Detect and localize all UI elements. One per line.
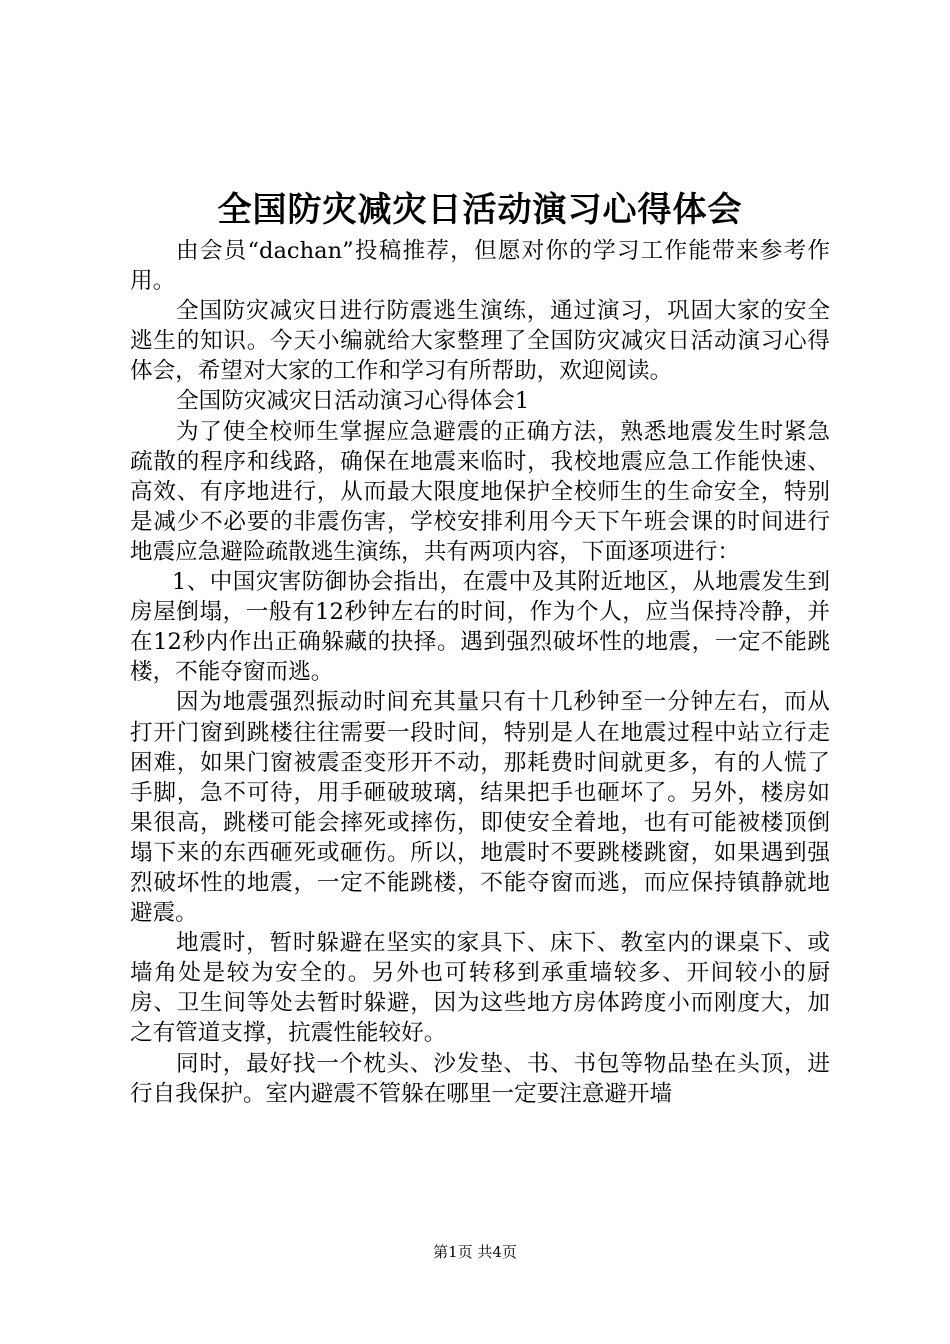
document-title: 全国防灾减灾日活动演习心得体会: [217, 190, 743, 230]
paragraph-item-1: 1、中国灾害防御协会指出，在震中及其附近地区，从地震发生到房屋倒塌，一般有12秒钟左右的时间，作为个人，应当保持冷静，并在12秒内作出正确躲藏的抉择。遇到强烈破坏性的地震，一定不能跳楼，不能夺窗而逃。: [130, 569, 830, 686]
page-footer: 第1页 共4页: [433, 1243, 517, 1261]
paragraph-purpose: 为了使全校师生掌握应急避震的正确方法，熟悉地震发生时紧急疏散的程序和线路，确保在地震来临时，我校地震应急工作能快速、高效、有序地进行，从而最大限度地保护全校师生的生命安全，特别是减少不必要的非震伤害，学校安排利用今天下午班会课的时间进行地震应急避险疏散逃生演练，共有两项内容，下面逐项进行：: [130, 418, 830, 565]
paragraph-intro: 由会员“dachan”投稿推荐，但愿对你的学习工作能带来参考作用。: [130, 238, 830, 295]
document-page: [130, 0, 830, 1344]
paragraph-protection: 同时，最好找一个枕头、沙发垫、书、书包等物品垫在头顶，进行自我保护。室内避震不管躲在哪里一定要注意避开墙: [130, 1050, 830, 1107]
paragraph-summary: 全国防灾减灾日进行防震逃生演练，通过演习，巩固大家的安全逃生的知识。今天小编就给大家整理了全国防灾减灾日活动演习心得体会，希望对大家的工作和学习有所帮助，欢迎阅读。: [130, 298, 830, 385]
paragraph-reason: 因为地震强烈振动时间充其量只有十几秒钟至一分钟左右，而从打开门窗到跳楼往往需要一段时间，特别是人在地震过程中站立行走困难，如果门窗被震歪变形开不动，那耗费时间就更多，有的人慌了手脚，急不可待，用手砸破玻璃，结果把手也砸坏了。另外，楼房如果很高，跳楼可能会摔死或摔伤，即使安全着地，也有可能被楼顶倒塌下来的东西砸死或砸伤。所以，地震时不要跳楼跳窗，如果遇到强烈破坏性的地震，一定不能跳楼，不能夺窗而逃，而应保持镇静就地避震。: [130, 689, 830, 927]
paragraph-shelter: 地震时，暂时躲避在坚实的家具下、床下、教室内的课桌下、或墙角处是较为安全的。另外也可转移到承重墙较多、开间较小的厨房、卫生间等处去暂时躲避，因为这些地方房体跨度小而刚度大，加之有管道支撑，抗震性能较好。: [130, 930, 830, 1047]
document-body: [130, 236, 830, 1109]
section-heading: 全国防灾减灾日活动演习心得体会1: [176, 388, 530, 415]
